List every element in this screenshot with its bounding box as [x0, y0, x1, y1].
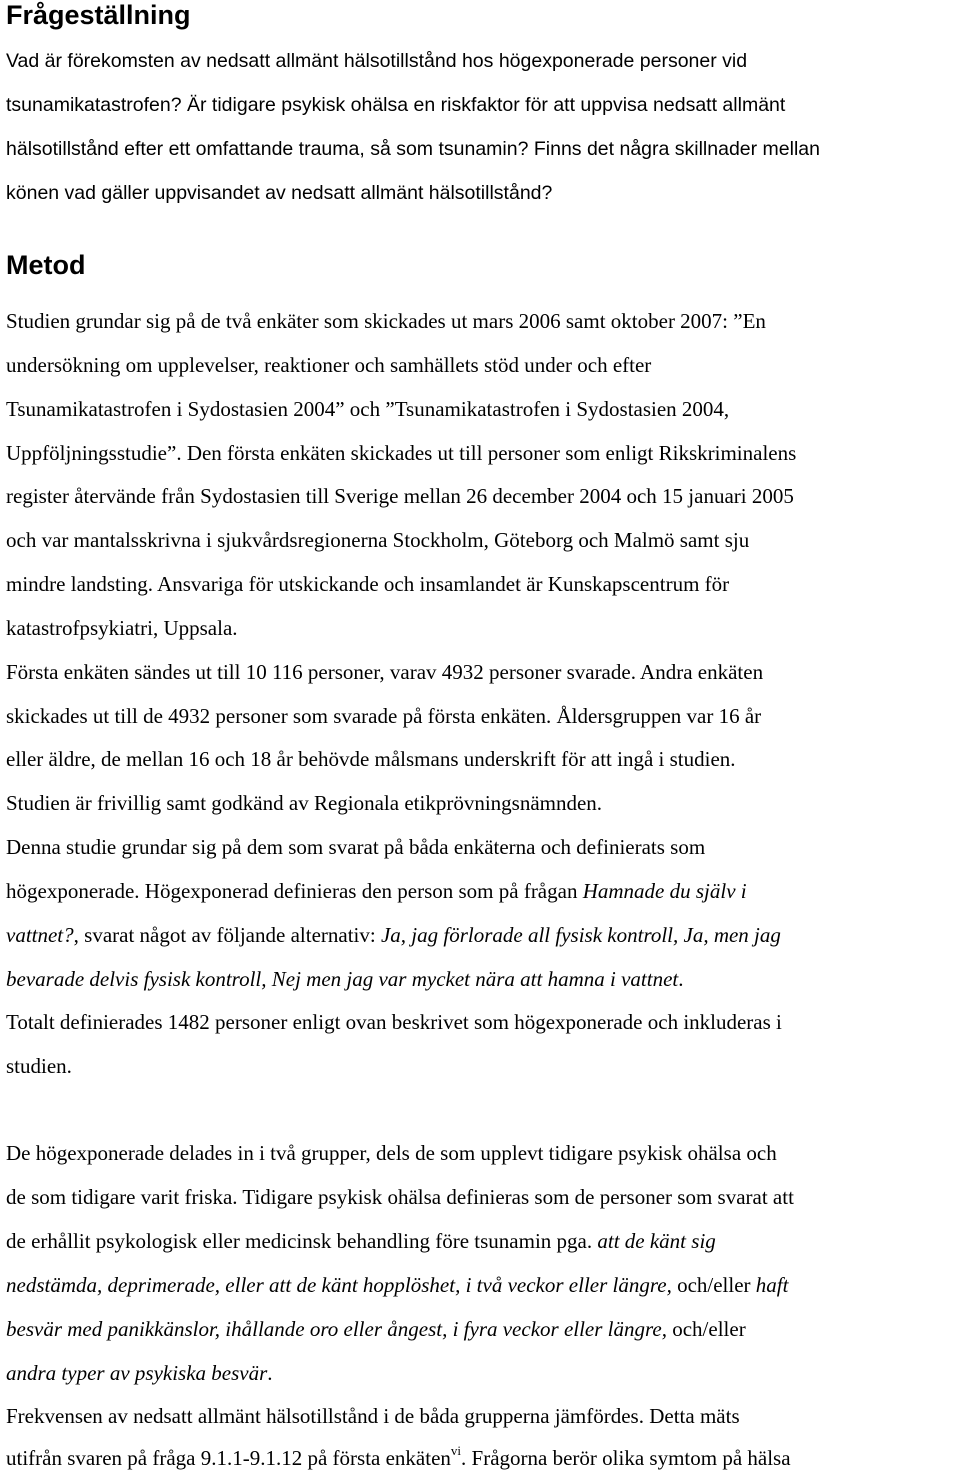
paragraph-line: skickades ut till de 4932 personer som svarade på första enkäten. Åldersgruppen var 16 år: [6, 704, 762, 728]
paragraph-line: de som tidigare varit friska. Tidigare psykisk ohälsa definieras som de personer som svarat att: [6, 1185, 794, 1209]
section-heading-metod: Metod: [6, 250, 86, 280]
paragraph-line: Första enkäten sändes ut till 10 116 personer, varav 4932 personer svarade. Andra enkäten: [6, 660, 764, 684]
paragraph-line: tsunamikatastrofen? Är tidigare psykisk ohälsa en riskfaktor för att uppvisa nedsatt allmänt: [6, 94, 786, 116]
paragraph-line: studien.: [6, 1054, 72, 1078]
paragraph-line: Studien är frivillig samt godkänd av Regionala etikprövningsnämnden.: [6, 791, 603, 815]
paragraph-line: Frekvensen av nedsatt allmänt hälsotillstånd i de båda grupperna jämfördes. Detta mäts: [6, 1404, 740, 1428]
paragraph-line: register återvände från Sydostasien till Sverige mellan 26 december 2004 och 15 januari 2005: [6, 484, 794, 508]
text-run: . Frågorna berör olika symtom på hälsa: [461, 1446, 791, 1470]
paragraph-line: [6, 1273, 788, 1297]
italic-definition-text: nedstämda, deprimerade, eller att de känt hopplöshet, i två veckor eller längre,: [6, 1273, 672, 1297]
paragraph-line: könen vad gäller uppvisandet av nedsatt allmänt hälsotillstånd?: [6, 182, 553, 204]
paragraph-line: Tsunamikatastrofen i Sydostasien 2004” och ”Tsunamikatastrofen i Sydostasien 2004,: [6, 397, 730, 421]
text-run: och/eller: [671, 1273, 756, 1297]
section-heading-fragestallning: Frågeställning: [6, 0, 191, 30]
text-run: och/eller: [666, 1317, 746, 1341]
paragraph-line: Vad är förekomsten av nedsatt allmänt hälsotillstånd hos högexponerade personer vid: [6, 50, 748, 72]
paragraph-line: [6, 1443, 791, 1470]
paragraph-line: hälsotillstånd efter ett omfattande trauma, så som tsunamin? Finns det några skillnader mellan: [6, 138, 821, 160]
italic-definition-text: besvär med panikkänslor, ihållande oro eller ångest, i fyra veckor eller längre,: [6, 1317, 667, 1341]
italic-answer-text: Ja, jag förlorade all fysisk kontroll, Ja, men jag: [380, 923, 781, 947]
paragraph-line: Totalt definierades 1482 personer enligt ovan beskrivet som högexponerade och inkluderas i: [6, 1010, 782, 1034]
text-run: utifrån svaren på fråga 9.1.1-9.1.12 på första enkäten: [6, 1446, 451, 1470]
paragraph-line: och var mantalsskrivna i sjukvårdsregionerna Stockholm, Göteborg och Malmö samt sju: [6, 528, 750, 552]
paragraph-line: undersökning om upplevelser, reaktioner och samhällets stöd under och efter: [6, 353, 652, 377]
text-run: de erhållit psykologisk eller medicinsk behandling före tsunamin pga.: [6, 1229, 598, 1253]
text-run: .: [267, 1361, 273, 1385]
paragraph-line: mindre landsting. Ansvariga för utskickande och insamlandet är Kunskapscentrum för: [6, 572, 730, 596]
paragraph-line: katastrofpsykiatri, Uppsala.: [6, 616, 238, 640]
paragraph-line: Studien grundar sig på de två enkäter som skickades ut mars 2006 samt oktober 2007: ”En: [6, 309, 766, 333]
paragraph-line: [6, 923, 781, 947]
paragraph-line: Denna studie grundar sig på dem som svarat på båda enkäterna och definierats som: [6, 835, 706, 859]
italic-definition-text: haft: [755, 1273, 789, 1297]
footnote-reference[interactable]: vi: [450, 1443, 462, 1458]
text-run: , svarat något av följande alternativ:: [73, 923, 381, 947]
paragraph-line: [6, 879, 747, 903]
paragraph-line: eller äldre, de mellan 16 och 18 år behövde målsmans underskrift för att ingå i studien.: [6, 747, 736, 771]
text-run: .: [678, 967, 684, 991]
paragraph-line: Uppföljningsstudie”. Den första enkäten skickades ut till personer som enligt Rikskriminalens: [6, 441, 797, 465]
italic-definition-text: andra typer av psykiska besvär: [6, 1361, 268, 1385]
italic-answer-text: bevarade delvis fysisk kontroll, Nej men jag var mycket nära att hamna i vattnet: [6, 967, 679, 991]
paragraph-line: [6, 1229, 716, 1253]
italic-question-text: Hamnade du själv i: [582, 879, 747, 903]
italic-definition-text: att de känt sig: [597, 1229, 716, 1253]
paragraph-line: De högexponerade delades in i två grupper, dels de som upplevt tidigare psykisk ohälsa och: [6, 1141, 777, 1165]
paragraph-line: [6, 1317, 746, 1341]
text-run: högexponerade. Högexponerad definieras den person som på frågan: [6, 879, 583, 903]
italic-question-text: vattnet?: [6, 923, 74, 947]
paragraph-line: [6, 1361, 273, 1385]
paragraph-line: [6, 967, 684, 991]
